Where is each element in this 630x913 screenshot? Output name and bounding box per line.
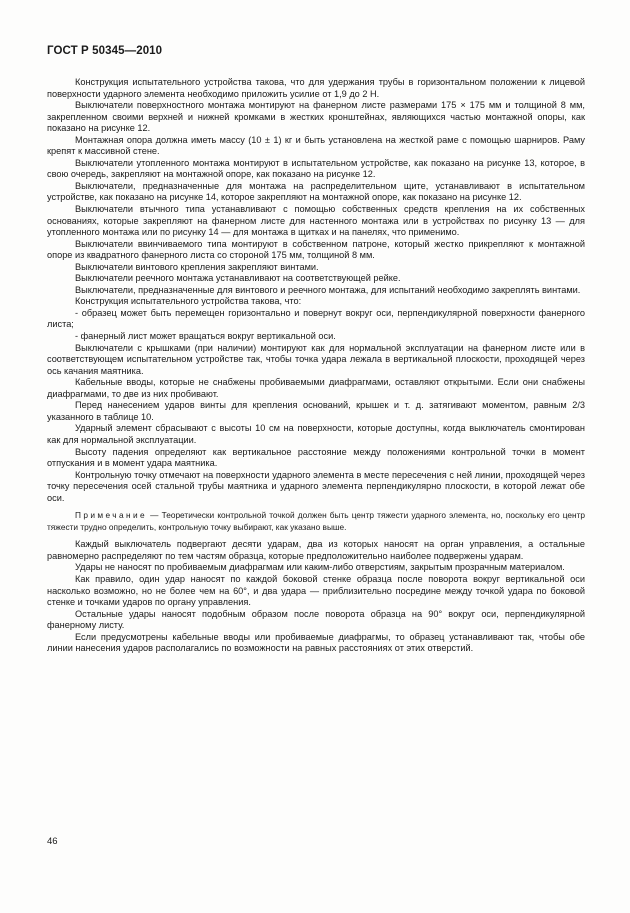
paragraph: Удары не наносят по пробиваемым диафрагмам или каким-либо отверстиям, закрытым прозрачным материалом. [75,562,565,573]
paragraph: Выключатели реечного монтажа устанавливают на соответствующей рейке. [75,273,401,284]
paragraph: Конструкция испытательного устройства такова, что для удержания трубы в горизонтальном положении к лицевой поверхности ударного элемента необходимо приложить усилие от 1,9 до 2 Н. [47,77,585,99]
note-text: — Теоретически контрольной точкой должен быть центр тяжести ударного элемента, но, поскольку его центр тяжести трудно определить, контрольную точку выбирают, как указано выше. [47,510,585,532]
paragraph-block-after-note [47,539,585,654]
note-paragraph [47,510,585,533]
paragraph: - фанерный лист может вращаться вокруг вертикальной оси. [75,331,336,342]
paragraph: Выключатели поверхностного монтажа монтируют на фанерном листе размерами 175 × 175 мм и толщиной 8 мм, закрепленном своими верхней и нижней кромками в жестких кронштейнах, являющихся частью монтажной опоры, как показано на рисунке 12. [47,100,585,134]
paragraph: Высоту падения определяют как вертикальное расстояние между положениями контрольной точки в момент отпускания и в момент удара маятника. [47,446,585,469]
paragraph: Выключатели ввинчиваемого типа монтируют в собственном патроне, который жестко прикрепляют к монтажной опоре из квадратного фанерного листа со стороной 175 мм, толщиной 8 мм. [47,238,585,261]
paragraph: Ударный элемент сбрасывают с высоты 10 см на поверхности, которые доступны, когда выключатель смонтирован как для нормальной эксплуатации. [47,423,585,445]
paragraph: Выключатели, предназначенные для винтового и реечного монтажа, для испытаний необходимо закреплять винтами. [75,284,581,295]
paragraph: Монтажная опора должна иметь массу (10 ± 1) кг и быть установлена на жесткой раме с помощью шарниров. Раму крепят к массивной стене. [47,134,585,157]
paragraph: Перед нанесением ударов винты для крепления оснований, крышек и т. д. затягивают моментом, равным 2/3 указанного в таблице 10. [47,400,585,422]
paragraph: - образец может быть перемещен горизонтально и повернут вокруг оси, перпендикулярной поверхности фанерного листа; [47,307,585,330]
page-number: 46 [47,836,58,847]
paragraph: Конструкция испытательного устройства такова, что: [75,296,302,307]
paragraph: Выключатели, предназначенные для монтажа на распределительном щите, устанавливают в испытательном устройстве, как показано на рисунке 14, которое закрепляют на монтажной опоре, как показано на рисунке 12. [47,180,585,203]
paragraph: Если предусмотрены кабельные вводы или пробиваемые диафрагмы, то образец устанавливают так, чтобы обе линии нанесения ударов располагались по возможности на равных расстояниях от этих отверстий. [47,631,585,654]
paragraph: Остальные удары наносят подобным образом после поворота образца на 90° вокруг оси, перпендикулярной фанерному листу. [47,608,585,631]
paragraph-block-main [47,77,585,504]
document-body [47,77,585,655]
note-label: Примечание [75,510,148,521]
paragraph: Выключатели утопленного монтажа монтируют в испытательном устройстве, как показано на рисунке 13, которое, в свою очередь, закрепляют на монтажной опоре, как показано на рисунке 12. [47,157,585,180]
document-header: ГОСТ Р 50345—2010 [47,45,163,57]
paragraph: Контрольную точку отмечают на поверхности ударного элемента в месте пересечения с ней линии, проходящей через точку пересечения осей стальной трубы маятника и ударного элемента перпендикулярно плоскости, в которой лежат обе оси. [47,469,585,503]
paragraph: Выключатели с крышками (при наличии) монтируют как для нормальной эксплуатации на фанерном листе или в соответствующем испытательном устройстве так, чтобы точка удара лежала в вертикальной плоскости, проходящей через ось качания маятника. [47,342,585,376]
paragraph: Как правило, один удар наносят по каждой боковой стенке образца после поворота вокруг вертикальной оси насколько возможно, но не более чем на 60°, и два удара — приблизительно посредине между точкой удара по боковой стенке и точками ударов по органу управления. [47,573,585,608]
paragraph: Выключатели винтового крепления закрепляют винтами. [75,261,319,272]
paragraph: Каждый выключатель подвергают десяти ударам, два из которых наносят на орган управления, а остальные равномерно распределяют по тем частям образца, которые предположительно наиболее подвержены ударам. [47,539,585,561]
paragraph: Выключатели втычного типа устанавливают с помощью собственных средств крепления на их собственных основаниях, которые закрепляют на фанерном листе для настенного монтажа или в устройствах по рисунку 13 — для утопленного монтажа или по рисунку 14 — для монтажа в щитках и на панелях, что применимо. [47,204,585,238]
paragraph: Кабельные вводы, которые не снабжены пробиваемыми диафрагмами, оставляют открытыми. Если они снабжены диафрагмами, то две из них пробивают. [47,377,585,399]
